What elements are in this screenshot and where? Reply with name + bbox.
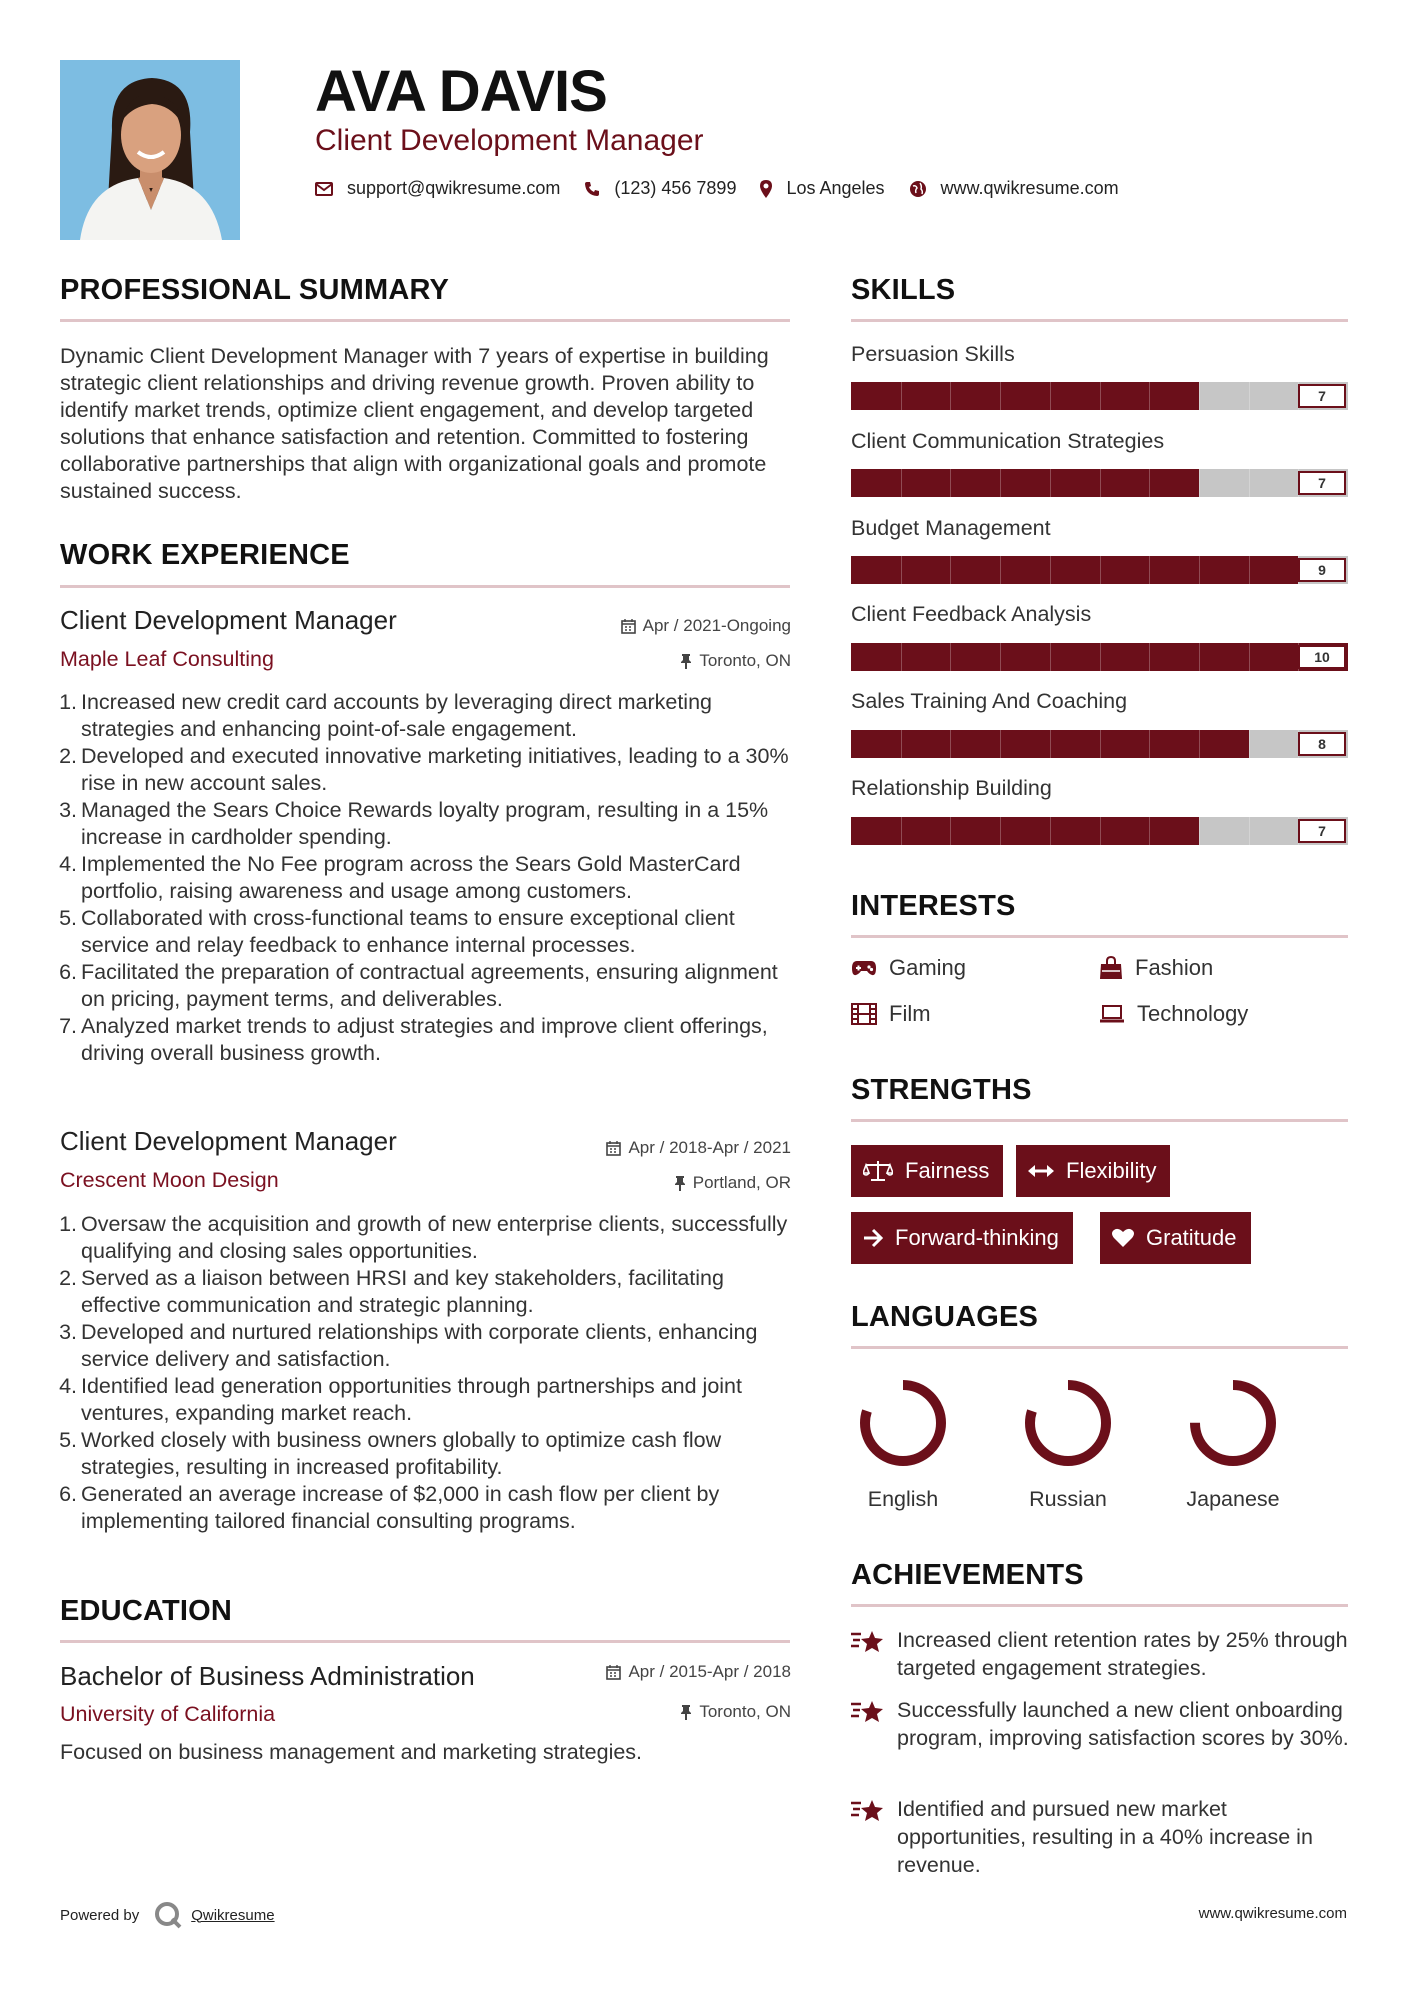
achievement-item (851, 1696, 1351, 1752)
list-item (55, 1265, 795, 1319)
strength-label: Flexibility (1066, 1158, 1157, 1183)
arrow-right-icon (863, 1228, 883, 1248)
list-item (55, 1481, 795, 1535)
contact-email[interactable] (315, 178, 560, 199)
school-name: University of California (60, 1702, 276, 1726)
skill-name: Client Communication Strategies (851, 429, 1165, 453)
balance-scale-icon (863, 1160, 893, 1182)
skill-name: Sales Training And Coaching (851, 689, 1128, 713)
skill-segment (1199, 730, 1200, 758)
language-progress-ring (1018, 1373, 1118, 1473)
bullet-number: 1. (59, 690, 77, 714)
skill-segment (1249, 817, 1250, 845)
summary-divider (60, 319, 790, 322)
degree-title: Bachelor of Business Administration (60, 1661, 475, 1691)
skill-segment (1249, 469, 1250, 497)
footer-powered-by (60, 1900, 275, 1930)
interests-divider (851, 935, 1348, 938)
list-item (55, 851, 795, 905)
skill-segment (1050, 469, 1051, 497)
skill-bar (851, 817, 1348, 845)
skill-segment (1050, 817, 1051, 845)
bullet-text: Implemented the No Fee program across the Sears Gold MasterCard portfolio, raising awareness and usage among customers. (81, 852, 741, 903)
email-text: support@qwikresume.com (347, 178, 561, 198)
job-bullets (55, 689, 795, 1067)
list-item (55, 905, 795, 959)
language-japanese (1168, 1373, 1298, 1512)
skill-segment (1000, 730, 1001, 758)
job-dates-text: Apr / 2021-Ongoing (642, 616, 791, 635)
job-company: Maple Leaf Consulting (60, 647, 274, 671)
skill-segment (1249, 556, 1250, 584)
list-item (55, 1319, 795, 1373)
skill-segment (1199, 556, 1200, 584)
strength-badge (1016, 1145, 1170, 1197)
skill-bar (851, 643, 1348, 671)
skill-bar (851, 382, 1348, 410)
interest-film (851, 1001, 931, 1027)
bullet-number: 5. (59, 1428, 77, 1452)
gamepad-icon (851, 959, 877, 977)
skill-segment (901, 382, 902, 410)
candidate-name: AVA DAVIS (315, 59, 607, 124)
bullet-text: Developed and nurtured relationships with corporate clients, enhancing service delivery and satisfaction. (81, 1320, 758, 1371)
strength-label: Fairness (905, 1158, 990, 1183)
skill-name: Budget Management (851, 516, 1051, 540)
interest-technology (1099, 1001, 1248, 1027)
powered-by-text: Powered by (60, 1906, 140, 1924)
education-location (680, 1702, 791, 1722)
bullet-text: Collaborated with cross-functional teams to ensure exceptional client service and relay feedback to enhance internal processes. (81, 906, 735, 957)
interest-label: Technology (1137, 1001, 1249, 1026)
strength-badge (1100, 1212, 1251, 1264)
skill-value: 9 (1298, 558, 1346, 582)
skill-segment (1100, 643, 1101, 671)
skill-fill (851, 382, 1199, 410)
job-location-text: Portland, OR (692, 1173, 791, 1192)
interests-heading: INTERESTS (851, 890, 1016, 922)
bullet-text: Analyzed market trends to adjust strategies and improve client offerings, driving overall business growth. (81, 1014, 768, 1065)
skill-segment (901, 817, 902, 845)
pin-icon (680, 653, 692, 669)
list-item (55, 743, 795, 797)
shopping-bag-icon (1099, 956, 1123, 980)
skill-segment (1000, 469, 1001, 497)
list-item (55, 797, 795, 851)
calendar-icon (621, 619, 636, 634)
contact-phone[interactable] (584, 178, 736, 199)
languages-divider (851, 1346, 1348, 1349)
strengths-divider (851, 1119, 1348, 1122)
achievement-text: Successfully launched a new client onboarding program, improving satisfaction scores by 30%. (897, 1698, 1349, 1750)
list-item (55, 689, 795, 743)
skill-segment (950, 730, 951, 758)
skill-segment (1050, 382, 1051, 410)
experience-divider (60, 585, 790, 588)
skill-segment (1000, 556, 1001, 584)
skill-segment (1000, 643, 1001, 671)
skill-segment (901, 643, 902, 671)
heart-icon (1112, 1228, 1134, 1248)
skill-value: 7 (1298, 384, 1346, 408)
skill-name: Client Feedback Analysis (851, 602, 1092, 626)
skill-name: Persuasion Skills (851, 342, 1015, 366)
phone-text: (123) 456 7899 (614, 178, 737, 198)
job-dates (621, 616, 791, 636)
job-dates-text: Apr / 2018-Apr / 2021 (628, 1138, 791, 1157)
bullet-number: 4. (59, 1374, 77, 1398)
bullet-text: Worked closely with business owners globally to optimize cash flow strategies, resulting in increased profitability. (81, 1428, 722, 1479)
list-item (55, 1373, 795, 1427)
bullet-text: Oversaw the acquisition and growth of new enterprise clients, successfully qualifying and closing sales opportunities. (81, 1212, 788, 1263)
skill-segment (901, 469, 902, 497)
job-location (680, 651, 791, 671)
skill-segment (1199, 382, 1200, 410)
film-icon (851, 1003, 877, 1025)
skill-segment (901, 556, 902, 584)
skill-segment (1199, 469, 1200, 497)
bullet-number: 3. (59, 1320, 77, 1344)
skill-bar (851, 556, 1348, 584)
bullet-text: Identified lead generation opportunities through partnerships and joint ventures, expanding market reach. (81, 1374, 742, 1425)
skill-segment (950, 556, 951, 584)
education-heading: EDUCATION (60, 1595, 233, 1627)
bullet-number: 6. (59, 1482, 77, 1506)
skill-segment (1149, 643, 1150, 671)
experience-heading: WORK EXPERIENCE (60, 539, 350, 571)
arrows-horizontal-icon (1028, 1164, 1054, 1178)
skill-fill (851, 817, 1199, 845)
education-dates-text: Apr / 2015-Apr / 2018 (628, 1662, 791, 1681)
job-bullets (55, 1211, 795, 1535)
education-dates (606, 1662, 791, 1682)
skill-segment (950, 643, 951, 671)
skill-value: 7 (1298, 471, 1346, 495)
bullet-text: Served as a liaison between HRSI and key stakeholders, facilitating effective communication and strategic planning. (81, 1266, 724, 1317)
interest-label: Gaming (889, 955, 967, 980)
language-progress-ring (853, 1373, 953, 1473)
language-name: Japanese (1186, 1487, 1280, 1511)
skill-segment (1100, 817, 1101, 845)
bullet-number: 1. (59, 1212, 77, 1236)
footer-website[interactable]: www.qwikresume.com (1198, 1905, 1347, 1922)
skill-segment (1050, 730, 1051, 758)
brand-link[interactable]: Qwikresume (191, 1906, 275, 1924)
skill-bar (851, 469, 1348, 497)
interest-label: Fashion (1135, 955, 1214, 980)
list-item (55, 959, 795, 1013)
candidate-title: Client Development Manager (315, 124, 704, 157)
skill-segment (1100, 469, 1101, 497)
pin-icon (680, 1704, 692, 1720)
skill-segment (950, 817, 951, 845)
skill-segment (1100, 730, 1101, 758)
skill-value: 10 (1298, 645, 1346, 669)
skill-value: 8 (1298, 732, 1346, 756)
bullet-number: 3. (59, 798, 77, 822)
education-divider (60, 1640, 790, 1643)
list-item (55, 1211, 795, 1265)
bullet-number: 7. (59, 1014, 77, 1038)
skill-segment (1149, 817, 1150, 845)
skill-segment (950, 469, 951, 497)
skill-segment (1249, 643, 1250, 671)
language-english (838, 1373, 968, 1512)
strength-label: Forward-thinking (895, 1225, 1059, 1250)
skill-segment (1050, 643, 1051, 671)
bullet-text: Managed the Sears Choice Rewards loyalty program, resulting in a 15% increase in cardholder spending. (81, 798, 769, 849)
contact-row (315, 178, 1143, 199)
language-name: Russian (1029, 1487, 1107, 1511)
language-progress-ring (1183, 1373, 1283, 1473)
contact-website[interactable] (909, 178, 1119, 199)
achievement-item (851, 1626, 1351, 1682)
job-company: Crescent Moon Design (60, 1168, 279, 1192)
bullet-text: Generated an average increase of $2,000 in cash flow per client by implementing tailored financial consulting programs. (81, 1482, 720, 1533)
location-text: Los Angeles (786, 178, 885, 198)
skill-name: Relationship Building (851, 776, 1052, 800)
strength-label: Gratitude (1146, 1225, 1237, 1250)
job-title: Client Development Manager (60, 605, 397, 635)
skill-segment (1249, 730, 1250, 758)
language-russian (1003, 1373, 1133, 1512)
interest-fashion (1099, 955, 1213, 981)
summary-heading: PROFESSIONAL SUMMARY (60, 274, 450, 306)
skill-segment (1249, 382, 1250, 410)
languages-heading: LANGUAGES (851, 1301, 1039, 1333)
job-title: Client Development Manager (60, 1126, 397, 1156)
calendar-icon (606, 1665, 621, 1680)
achievement-text: Identified and pursued new market opportunities, resulting in a 40% increase in revenue. (897, 1797, 1313, 1877)
job-location (674, 1173, 791, 1193)
skills-divider (851, 319, 1348, 322)
interest-gaming (851, 955, 966, 981)
skill-segment (1199, 817, 1200, 845)
bullet-text: Increased new credit card accounts by leveraging direct marketing strategies and enhancing point-of-sale engagement. (81, 690, 712, 741)
website-text: www.qwikresume.com (940, 178, 1119, 198)
skill-segment (1050, 556, 1051, 584)
strength-badge (851, 1145, 1003, 1197)
bullet-number: 2. (59, 1266, 77, 1290)
list-item (55, 1013, 795, 1067)
achievements-heading: ACHIEVEMENTS (851, 1559, 1084, 1591)
education-location-text: Toronto, ON (699, 1702, 791, 1721)
education-description: Focused on business management and marketing strategies. (60, 1740, 643, 1764)
skill-segment (1000, 382, 1001, 410)
strengths-heading: STRENGTHS (851, 1074, 1032, 1106)
bullet-number: 6. (59, 960, 77, 984)
skill-value: 7 (1298, 819, 1346, 843)
profile-photo (60, 60, 240, 240)
skill-segment (1100, 382, 1101, 410)
qwikresume-logo-icon (153, 1900, 183, 1930)
shooting-star-icon (851, 1698, 885, 1726)
skill-segment (1000, 817, 1001, 845)
laptop-icon (1099, 1004, 1125, 1024)
skill-segment (1149, 730, 1150, 758)
skill-segment (1149, 382, 1150, 410)
skills-heading: SKILLS (851, 274, 956, 306)
map-marker-icon (760, 180, 772, 198)
interest-label: Film (889, 1001, 931, 1026)
bullet-number: 4. (59, 852, 77, 876)
list-item (55, 1427, 795, 1481)
skill-bar (851, 730, 1348, 758)
globe-icon (909, 180, 927, 198)
job-location-text: Toronto, ON (699, 651, 791, 670)
skill-segment (1199, 643, 1200, 671)
skill-segment (901, 730, 902, 758)
skill-fill (851, 469, 1199, 497)
contact-location (760, 178, 884, 199)
achievement-item (851, 1795, 1351, 1879)
summary-text: Dynamic Client Development Manager with 7 years of expertise in building strategic client relationships and driving revenue growth. Proven ability to identify market trends, optimize client engagement, and develop targeted solutions that enhance satisfaction and retention. Committed to fostering collaborative partnerships that align with organizational goals and promote sustained success. (60, 344, 769, 503)
bullet-text: Facilitated the preparation of contractual agreements, ensuring alignment on pricing, payment terms, and deliverables. (81, 960, 778, 1011)
bullet-text: Developed and executed innovative marketing initiatives, leading to a 30% rise in new account sales. (81, 744, 789, 795)
strength-badge (851, 1212, 1073, 1264)
calendar-icon (606, 1141, 621, 1156)
achievements-divider (851, 1604, 1348, 1607)
job-dates (606, 1138, 791, 1158)
skill-segment (950, 382, 951, 410)
achievement-text: Increased client retention rates by 25% through targeted engagement strategies. (897, 1628, 1348, 1680)
language-name: English (867, 1487, 939, 1511)
phone-icon (584, 181, 600, 197)
skill-fill (851, 556, 1298, 584)
pin-icon (674, 1175, 686, 1191)
shooting-star-icon (851, 1797, 885, 1825)
shooting-star-icon (851, 1628, 885, 1656)
envelope-icon (315, 182, 333, 196)
bullet-number: 2. (59, 744, 77, 768)
skill-segment (1100, 556, 1101, 584)
skill-segment (1149, 469, 1150, 497)
skill-segment (1149, 556, 1150, 584)
bullet-number: 5. (59, 906, 77, 930)
